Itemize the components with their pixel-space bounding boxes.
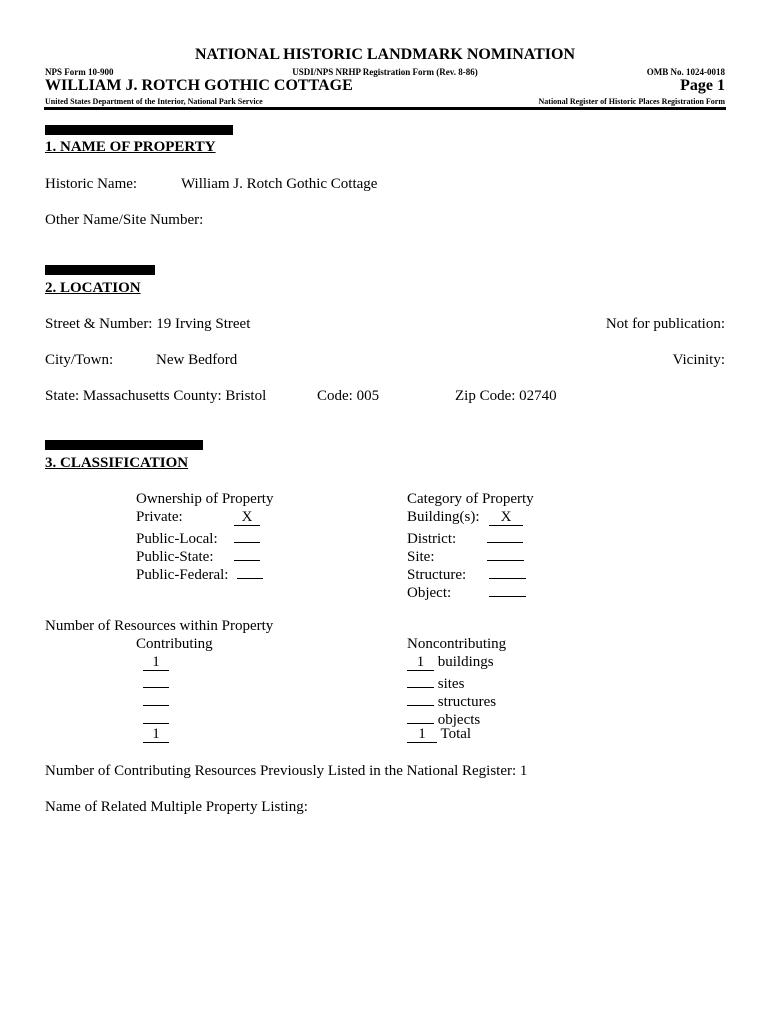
register-form-label: National Register of Historic Places Registration Form [538,97,725,106]
ownership-label: Public-State: [136,549,214,565]
noncontributing-value [407,708,434,724]
header-rule [44,107,726,110]
noncontributing-value: 1 [407,727,437,743]
contributing-value [143,690,169,706]
county-code: Code: 005 [317,388,380,404]
resource-type: sites [437,676,465,692]
department-label: United States Department of the Interior, National Park Service [45,97,263,106]
section-2-bar [45,265,155,275]
contributing-count [143,726,169,743]
section-3-heading: 3. CLASSIFICATION [45,455,189,471]
category-label: Site: [407,549,435,565]
category-label: Building(s): [407,509,480,525]
not-for-publication-label: Not for publication: [605,316,725,332]
resource-type: Total [440,726,472,742]
noncontributing-value: 1 [407,655,434,671]
section-3-bar [45,440,203,450]
ownership-value [234,545,260,561]
category-label: Object: [407,585,452,601]
state-county: State: Massachusetts County: Bristol [45,388,267,404]
ownership-value [234,527,260,543]
ownership-label: Public-Local: [136,531,218,547]
category-row-building [407,509,523,526]
category-label: Structure: [407,567,467,583]
street-number: Street & Number: 19 Irving Street [45,316,251,332]
noncontributing-title: Noncontributing [407,636,507,652]
ownership-row-public-federal [136,563,263,584]
category-value [489,581,526,597]
section-2-heading: 2. LOCATION [45,280,141,296]
ownership-label: Public-Federal: [136,567,229,583]
ownership-value [237,563,263,579]
resource-type: structures [437,694,497,710]
category-value: X [489,510,523,526]
contributing-count [143,654,169,671]
ownership-row-private [136,509,260,526]
category-row-object [407,581,526,602]
contributing-value: 1 [143,727,169,743]
related-listing: Name of Related Multiple Property Listing: [45,799,308,815]
registration-form-label: USDI/NPS NRHP Registration Form (Rev. 8-86) [292,67,478,77]
category-value [489,563,526,579]
category-label: District: [407,531,457,547]
noncontributing-row-total [407,726,471,743]
previously-listed: Number of Contributing Resources Previously Listed in the National Register: 1 [45,763,528,779]
contributing-value: 1 [143,655,169,671]
contributing-value [143,708,169,724]
city-label: City/Town: [45,352,114,368]
category-title: Category of Property [407,491,534,507]
form-id: NPS Form 10-900 [45,67,114,77]
category-value [487,527,523,543]
other-name-label: Other Name/Site Number: [45,212,204,228]
resources-title: Number of Resources within Property [45,618,274,634]
resource-type: objects [437,712,481,728]
section-1-heading: 1. NAME OF PROPERTY [45,139,216,155]
zip-code: Zip Code: 02740 [455,388,557,404]
noncontributing-value [407,690,434,706]
contributing-value [143,672,169,688]
page-number: Page 1 [680,77,725,94]
ownership-label: Private: [136,509,183,525]
form-title: NATIONAL HISTORIC LANDMARK NOMINATION [194,46,576,63]
section-1-bar [45,125,233,135]
contributing-title: Contributing [136,636,213,652]
historic-name-label: Historic Name: [45,176,138,192]
ownership-value: X [234,510,260,526]
vicinity-label: Vicinity: [672,352,725,368]
property-name-header: WILLIAM J. ROTCH GOTHIC COTTAGE [45,77,353,94]
ownership-title: Ownership of Property [136,491,274,507]
noncontributing-value [407,672,434,688]
noncontributing-row-buildings [407,654,494,671]
category-value [487,545,524,561]
city-value: New Bedford [156,352,238,368]
resource-type: buildings [437,654,494,670]
omb-number: OMB No. 1024-0018 [646,67,725,77]
historic-name-value: William J. Rotch Gothic Cottage [181,176,378,192]
